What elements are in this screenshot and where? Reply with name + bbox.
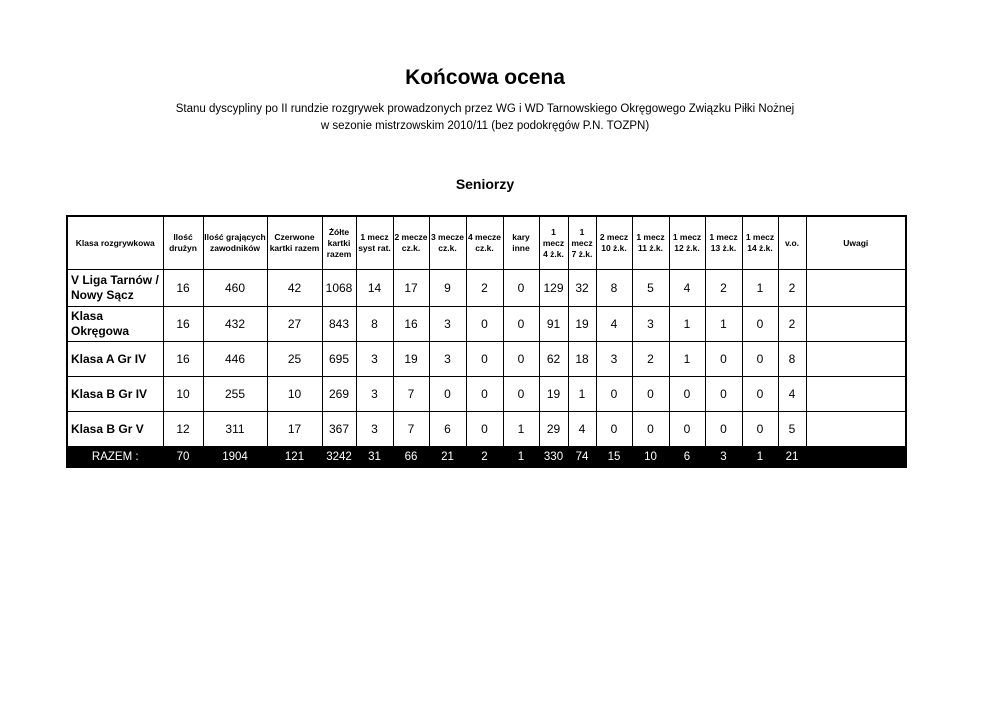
table-cell: 0 [742, 412, 778, 447]
total-cell: 3242 [322, 447, 356, 468]
total-cell: 1904 [203, 447, 267, 468]
table-cell: 3 [429, 342, 466, 377]
total-cell: 2 [466, 447, 503, 468]
column-header: 1 mecz syst rat. [356, 216, 393, 270]
column-header: Czerwone kartki razem [267, 216, 322, 270]
column-header: 3 mecze cz.k. [429, 216, 466, 270]
column-header: Ilość grających zawodników [203, 216, 267, 270]
table-cell: 42 [267, 270, 322, 307]
table-cell: 0 [596, 412, 632, 447]
table-cell: 2 [705, 270, 742, 307]
column-header: 4 mecze cz.k. [466, 216, 503, 270]
total-cell: 21 [429, 447, 466, 468]
table-cell: 2 [466, 270, 503, 307]
column-header: 1 mecz 12 ż.k. [669, 216, 705, 270]
table-cell: 0 [669, 377, 705, 412]
table-cell: 0 [705, 377, 742, 412]
table-cell: 843 [322, 307, 356, 342]
row-label: Klasa A Gr IV [67, 342, 163, 377]
column-header: Żółte kartki razem [322, 216, 356, 270]
table-cell: 8 [596, 270, 632, 307]
table-cell: 0 [669, 412, 705, 447]
table-cell: 12 [163, 412, 203, 447]
table-cell: 19 [393, 342, 429, 377]
table-cell: 19 [568, 307, 596, 342]
total-cell: 1 [742, 447, 778, 468]
table-cell: 3 [596, 342, 632, 377]
row-label: V Liga Tarnów / Nowy Sącz [67, 270, 163, 307]
table-cell [806, 342, 906, 377]
page-title: Końcowa ocena [405, 66, 565, 89]
column-header: 2 mecz 10 ż.k. [596, 216, 632, 270]
table-cell: 4 [596, 307, 632, 342]
table-cell: 7 [393, 412, 429, 447]
total-cell: 3 [705, 447, 742, 468]
table-cell: 8 [778, 342, 806, 377]
table-cell: 0 [742, 342, 778, 377]
total-cell: 31 [356, 447, 393, 468]
table-cell: 2 [778, 270, 806, 307]
table-cell: 16 [393, 307, 429, 342]
total-cell: 6 [669, 447, 705, 468]
table-cell: 0 [466, 412, 503, 447]
table-cell: 32 [568, 270, 596, 307]
table-cell: 446 [203, 342, 267, 377]
table-cell: 4 [669, 270, 705, 307]
table-cell: 0 [742, 307, 778, 342]
table-cell: 367 [322, 412, 356, 447]
column-header: v.o. [778, 216, 806, 270]
total-cell: 74 [568, 447, 596, 468]
header-row [67, 216, 906, 270]
table-cell: 8 [356, 307, 393, 342]
table-cell: 2 [778, 307, 806, 342]
subtitle-line-2: w sezonie mistrzowskim 2010/11 (bez podokręgów P.N. TOZPN) [320, 120, 650, 132]
table-cell: 432 [203, 307, 267, 342]
row-label: Klasa Okręgowa [67, 307, 163, 342]
total-cell: 66 [393, 447, 429, 468]
table-cell: 17 [267, 412, 322, 447]
table-cell: 255 [203, 377, 267, 412]
table-cell: 3 [356, 412, 393, 447]
table-cell: 0 [596, 377, 632, 412]
table-cell: 1 [705, 307, 742, 342]
table-row [67, 377, 906, 412]
total-cell: 21 [778, 447, 806, 468]
column-header: 1 mecz 4 ż.k. [539, 216, 568, 270]
column-header: 2 mecze cz.k. [393, 216, 429, 270]
table-cell: 1 [669, 342, 705, 377]
total-cell: 70 [163, 447, 203, 468]
section-heading: Seniorzy [455, 176, 515, 192]
column-header: 1 mecz 14 ż.k. [742, 216, 778, 270]
table-cell: 0 [705, 412, 742, 447]
table-cell: 29 [539, 412, 568, 447]
discipline-table [66, 215, 907, 468]
table-cell: 0 [705, 342, 742, 377]
table-cell [806, 307, 906, 342]
row-label: Klasa B Gr IV [67, 377, 163, 412]
table-cell [806, 377, 906, 412]
table-cell: 7 [393, 377, 429, 412]
table-cell: 14 [356, 270, 393, 307]
table-cell: 6 [429, 412, 466, 447]
table-cell: 4 [568, 412, 596, 447]
table-cell: 1068 [322, 270, 356, 307]
table-cell: 10 [267, 377, 322, 412]
row-label: Klasa B Gr V [67, 412, 163, 447]
table-cell: 4 [778, 377, 806, 412]
table-cell: 0 [503, 270, 539, 307]
table-cell: 91 [539, 307, 568, 342]
column-header: Uwagi [806, 216, 906, 270]
table-cell: 460 [203, 270, 267, 307]
table-row [67, 270, 906, 307]
table-cell: 9 [429, 270, 466, 307]
table-cell: 16 [163, 307, 203, 342]
total-cell: 330 [539, 447, 568, 468]
table-row [67, 412, 906, 447]
column-header: 1 mecz 13 ż.k. [705, 216, 742, 270]
table-cell: 269 [322, 377, 356, 412]
table-cell: 695 [322, 342, 356, 377]
table-cell: 10 [163, 377, 203, 412]
table-cell: 0 [632, 377, 669, 412]
table-cell: 129 [539, 270, 568, 307]
total-cell: 121 [267, 447, 322, 468]
table-cell: 5 [632, 270, 669, 307]
table-cell: 16 [163, 342, 203, 377]
total-cell: 10 [632, 447, 669, 468]
total-cell [806, 447, 906, 468]
column-header: 1 mecz 11 ż.k. [632, 216, 669, 270]
column-header: kary inne [503, 216, 539, 270]
table-cell [806, 412, 906, 447]
table-cell: 1 [503, 412, 539, 447]
table-cell: 62 [539, 342, 568, 377]
subtitle [0, 101, 970, 135]
table-cell: 2 [632, 342, 669, 377]
table-cell: 18 [568, 342, 596, 377]
table-cell: 0 [466, 342, 503, 377]
table-cell: 27 [267, 307, 322, 342]
table-cell: 0 [742, 377, 778, 412]
table-cell: 3 [356, 377, 393, 412]
table-cell: 19 [539, 377, 568, 412]
table-cell: 25 [267, 342, 322, 377]
table-cell: 0 [503, 342, 539, 377]
total-cell: 15 [596, 447, 632, 468]
column-header: Klasa rozgrywkowa [67, 216, 163, 270]
column-header: Ilość drużyn [163, 216, 203, 270]
table-cell: 3 [632, 307, 669, 342]
total-label: RAZEM : [67, 447, 163, 468]
table-cell: 0 [503, 307, 539, 342]
table-cell: 3 [356, 342, 393, 377]
table-cell: 1 [742, 270, 778, 307]
table-cell: 1 [669, 307, 705, 342]
table-cell: 16 [163, 270, 203, 307]
table-cell: 17 [393, 270, 429, 307]
table-cell: 0 [632, 412, 669, 447]
table-cell: 5 [778, 412, 806, 447]
table-row [67, 342, 906, 377]
table-cell: 311 [203, 412, 267, 447]
table-cell: 1 [568, 377, 596, 412]
total-row [67, 447, 906, 468]
table-cell: 0 [466, 377, 503, 412]
table-cell: 3 [429, 307, 466, 342]
table-cell: 0 [466, 307, 503, 342]
subtitle-line-1: Stanu dyscypliny po II rundzie rozgrywek prowadzonych przez WG i WD Tarnowskiego Okręgowego Związku Piłki Nożnej [175, 103, 795, 115]
table-cell: 0 [503, 377, 539, 412]
table-row [67, 307, 906, 342]
total-cell: 1 [503, 447, 539, 468]
table-cell [806, 270, 906, 307]
column-header: 1 mecz 7 ż.k. [568, 216, 596, 270]
table-cell: 0 [429, 377, 466, 412]
